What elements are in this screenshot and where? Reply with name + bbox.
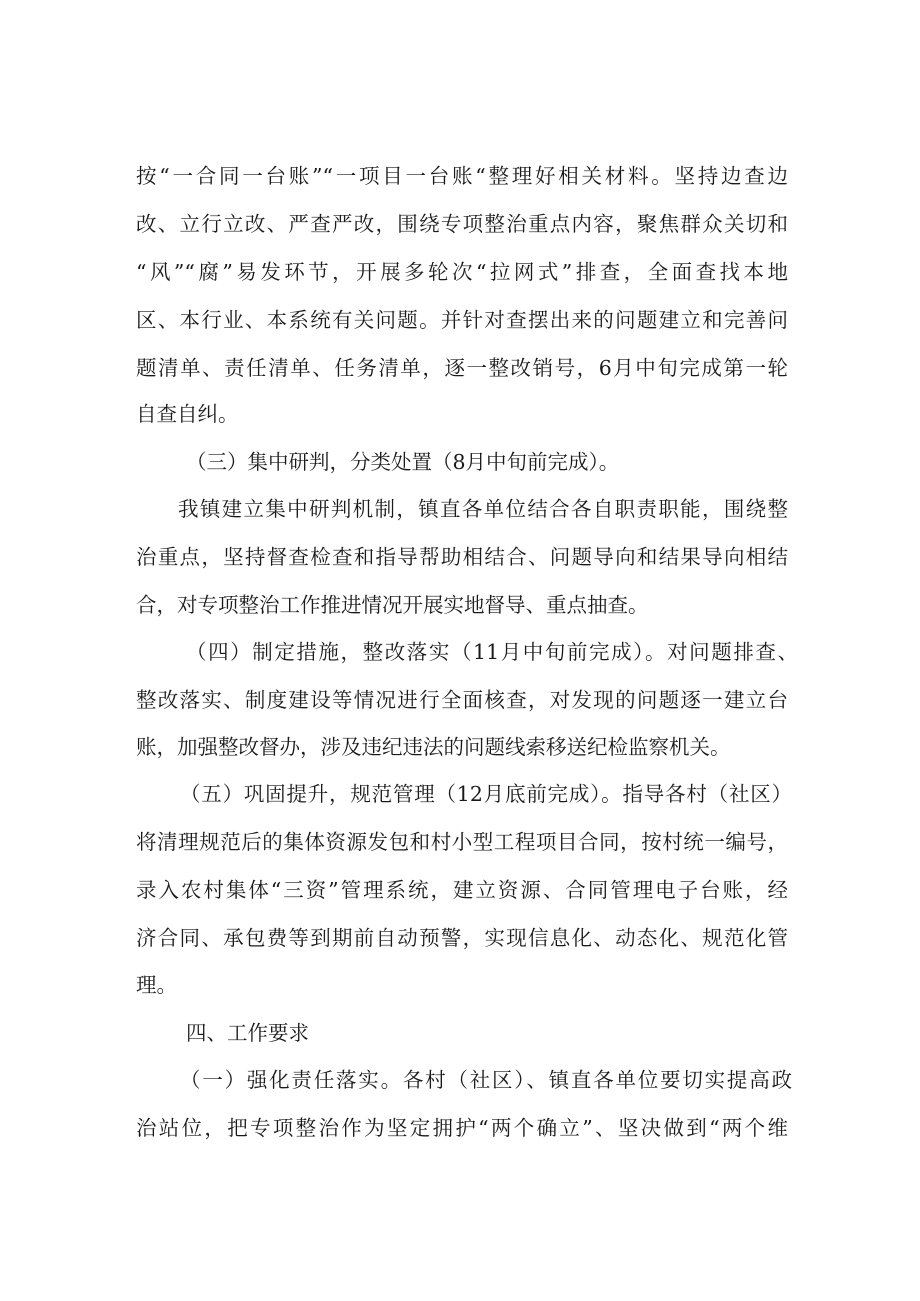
text-line: 治重点，坚持督查检查和指导帮助相结合、问题导向和结果导向相结	[136, 545, 788, 569]
section-heading: （三）集中研判，分类处置（8月中旬前完成）。	[186, 450, 620, 474]
text-line: 改、立行立改、严查严改，围绕专项整治重点内容，聚焦群众关切和	[136, 212, 788, 236]
text-line: 自查自纠。	[136, 402, 239, 426]
text-line: “风”“腐”易发环节，开展多轮次“拉网式”排查，全面查找本地	[136, 260, 788, 284]
text-line: 我镇建立集中研判机制，镇直各单位结合各自职责职能，围绕整	[178, 497, 788, 521]
text-line: 济合同、承包费等到期前自动预警，实现信息化、动态化、规范化管	[136, 926, 788, 950]
section-heading: （四）制定措施，整改落实（11月中旬前完成）。对问题排查、	[186, 640, 798, 664]
section-heading: 四、工作要求	[186, 1021, 309, 1045]
section-heading: （一）强化责任落实。各村（社区）、镇直各单位要切实提高政	[180, 1068, 792, 1092]
text-line: 区、本行业、本系统有关问题。并针对查摆出来的问题建立和完善问	[136, 308, 788, 332]
text-line: 将清理规范后的集体资源发包和村小型工程项目合同，按村统一编号，	[136, 830, 788, 854]
section-heading: （五）巩固提升，规范管理（12月底前完成）。指导各村（社区）	[180, 782, 792, 806]
text-line: 账，加强整改督办，涉及违纪违法的问题线索移送纪检监察机关。	[136, 735, 731, 759]
text-line: 按“一合同一台账”“一项目一台账“整理好相关材料。坚持边查边	[136, 164, 788, 188]
text-line: 录入农村集体“三资”管理系统，建立资源、合同管理电子台账，经	[136, 878, 788, 902]
text-line: 理。	[136, 973, 177, 997]
text-line: 整改落实、制度建设等情况进行全面核查，对发现的问题逐一建立台	[136, 688, 788, 712]
text-line: 治站位，把专项整治作为坚定拥护“两个确立”、坚决做到“两个维	[136, 1116, 788, 1140]
text-line: 题清单、责任清单、任务清单，逐一整改销号，6月中旬完成第一轮	[136, 356, 788, 380]
text-line: 合，对专项整治工作推进情况开展实地督导、重点抽查。	[136, 593, 649, 617]
